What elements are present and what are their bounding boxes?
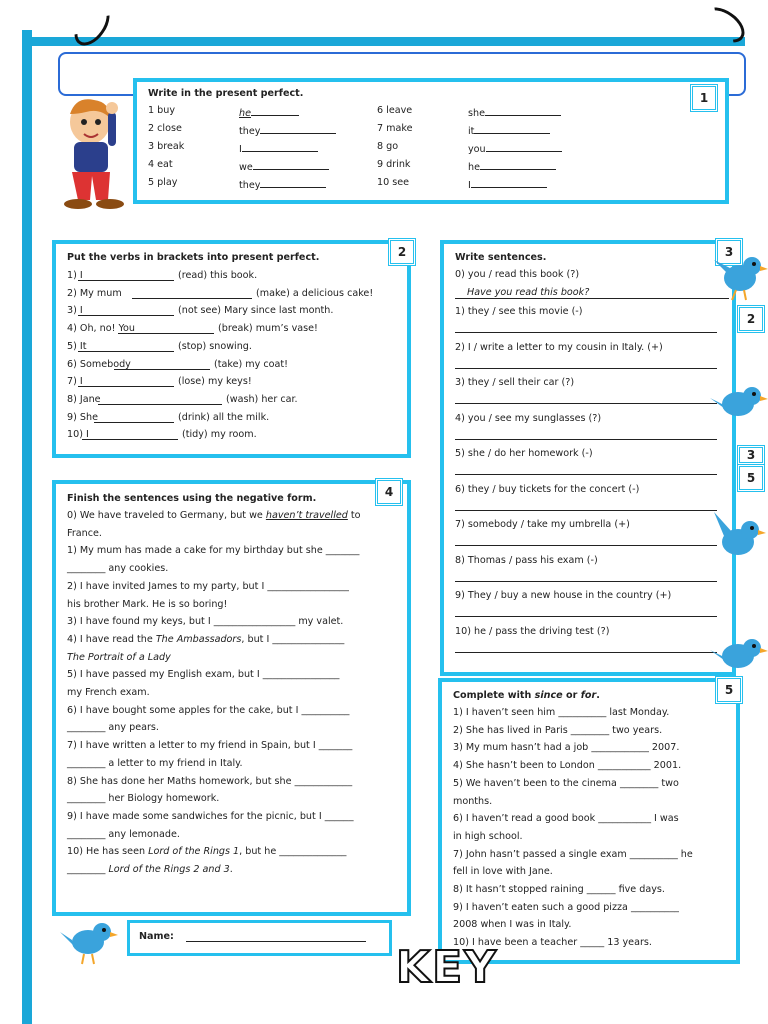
exercise-2-verb: (tidy) my room. <box>182 429 257 441</box>
exercise-3-number: 3 <box>715 238 743 266</box>
exercise-2-prompt: 9) She <box>67 411 98 423</box>
subject-item: you <box>468 141 562 155</box>
name-box <box>127 920 392 956</box>
exercise-3-box <box>440 240 736 676</box>
side-number-2: 2 <box>737 305 765 333</box>
exercise-2-verb: (wash) her car. <box>226 393 298 405</box>
exercise-3-prompt: 8) Thomas / pass his exam (-) <box>455 554 598 566</box>
bird-icon <box>710 374 768 428</box>
answer-blank[interactable] <box>474 123 550 134</box>
verb-item: 1 buy <box>148 105 176 116</box>
exercise-4-line: France. <box>67 527 102 539</box>
exercise-3-prompt: 2) I / write a letter to my cousin in Italy. (+) <box>455 341 663 353</box>
boy-illustration <box>56 92 134 214</box>
exercise-5-line: 5) We haven’t been to the cinema ________ two <box>453 777 679 789</box>
subject-item: she <box>468 105 561 119</box>
exercise-2-verb: (take) my coat! <box>214 358 288 370</box>
exercise-4-line: ________ any lemonade. <box>67 828 180 840</box>
exercise-3-example: 0) you / read this book (?) <box>455 269 580 280</box>
exercise-4-line: 9) I have made some sandwiches for the picnic, but I ______ <box>67 810 354 822</box>
verb-item: 6 leave <box>377 105 413 116</box>
exercise-2-prompt: 1) I <box>67 270 83 281</box>
exercise-3-example-answer: Have you read this book? <box>455 287 729 299</box>
exercise-4-line: 6) I have bought some apples for the cake, but I __________ <box>67 704 350 716</box>
subject-item: I <box>239 141 318 155</box>
exercise-4-line: his brother Mark. He is so boring! <box>67 598 228 610</box>
answer-blank[interactable] <box>94 422 174 423</box>
verb-item: 3 break <box>148 141 185 152</box>
exercise-2-prompt: 3) I <box>67 305 83 317</box>
answer-blank[interactable] <box>98 404 222 405</box>
verb-item: 8 go <box>377 141 399 152</box>
verb-item: 2 close <box>148 123 182 134</box>
answer-blank[interactable] <box>260 177 326 188</box>
exercise-2-prompt: 10) I <box>67 429 89 441</box>
answer-blank[interactable] <box>480 159 556 170</box>
exercise-4-line: my French exam. <box>67 687 150 698</box>
exercise-3-prompt: 3) they / sell their car (?) <box>455 377 575 388</box>
answer-line[interactable] <box>455 616 717 617</box>
exercise-5-line: in high school. <box>453 830 523 842</box>
exercise-2-prompt: 7) I <box>67 376 83 388</box>
verb-item: 7 make <box>377 123 413 134</box>
exercise-5-line: 6) I haven’t read a good book ___________ I was <box>453 813 679 825</box>
exercise-4-line: ________ any cookies. <box>67 563 169 575</box>
answer-blank[interactable] <box>78 315 174 316</box>
exercise-4-instruction: Finish the sentences using the negative form. <box>67 493 317 504</box>
exercise-5-instruction: Complete with since or for. <box>453 690 600 701</box>
exercise-3-prompt: 7) somebody / take my umbrella (+) <box>455 519 630 530</box>
exercise-5-line: 7) John hasn’t passed a single exam __________ he <box>453 848 693 860</box>
answer-line[interactable] <box>455 368 717 369</box>
exercise-2-verb: (not see) Mary since last month. <box>178 305 334 317</box>
exercise-4-line: 10) He has seen Lord of the Rings 1, but he ______________ <box>67 846 347 858</box>
left-binder-bar <box>22 30 32 1024</box>
exercise-2-verb: (read) this book. <box>178 270 258 281</box>
exercise-3-prompt: 6) they / buy tickets for the concert (-) <box>455 483 640 495</box>
top-binder-bar <box>22 37 745 46</box>
answer-line[interactable] <box>455 439 717 440</box>
answer-blank[interactable] <box>471 177 547 188</box>
exercise-2-instruction: Put the verbs in brackets into present perfect. <box>67 252 320 263</box>
answer-line[interactable] <box>455 403 717 404</box>
exercise-5-line: 10) I have been a teacher _____ 13 years. <box>453 937 652 949</box>
exercise-4-line: 2) I have invited James to my party, but I _________________ <box>67 580 349 592</box>
verb-item: 4 eat <box>148 159 173 170</box>
exercise-5-line: months. <box>453 795 493 807</box>
answer-blank[interactable] <box>78 386 174 387</box>
answer-blank[interactable] <box>253 159 329 170</box>
exercise-5-box <box>438 678 740 964</box>
answer-line[interactable] <box>455 510 717 511</box>
exercise-4-line: 3) I have found my keys, but I _________________ my valet. <box>67 616 344 628</box>
exercise-4-line: ________ her Biology homework. <box>67 793 220 805</box>
answer-line[interactable] <box>455 332 717 333</box>
exercise-3-prompt: 1) they / see this movie (-) <box>455 306 583 317</box>
exercise-1-instruction: Write in the present perfect. <box>148 88 304 99</box>
answer-blank[interactable] <box>118 333 214 334</box>
exercise-5-line: 2008 when I was in Italy. <box>453 919 572 931</box>
exercise-5-line: 1) I haven’t seen him __________ last Monday. <box>453 707 670 718</box>
exercise-3-prompt: 4) you / see my sunglasses (?) <box>455 412 602 424</box>
exercise-5-line: fell in love with Jane. <box>453 866 553 878</box>
subject-item: they <box>239 123 336 137</box>
answer-blank[interactable] <box>82 439 178 440</box>
verb-item: 9 drink <box>377 159 411 170</box>
answer-blank[interactable] <box>260 123 336 134</box>
side-number-3: 3 <box>737 445 765 465</box>
exercise-4-line: 5) I have passed my English exam, but I ________________ <box>67 669 340 681</box>
subject-item: we <box>239 159 329 173</box>
exercise-2-prompt: 4) Oh, no! You <box>67 323 136 335</box>
answer-blank[interactable] <box>132 298 252 299</box>
exercise-4-line: 0) We have traveled to Germany, but we haven’t travelled to <box>67 510 361 521</box>
exercise-2-box <box>52 240 411 458</box>
exercise-2-prompt: 6) Somebody <box>67 358 131 370</box>
bird-icon <box>58 910 120 966</box>
bird-icon <box>712 246 768 302</box>
exercise-2-verb: (break) mum’s vase! <box>218 323 318 335</box>
answer-blank[interactable] <box>251 105 299 116</box>
exercise-4-line: 7) I have written a letter to my friend in Spain, but I _______ <box>67 740 353 752</box>
exercise-3-prompt: 10) he / pass the driving test (?) <box>455 625 610 637</box>
exercise-4-line: The Portrait of a Lady <box>67 651 171 663</box>
answer-line[interactable] <box>455 581 717 582</box>
exercise-2-prompt: 8) Jane <box>67 393 101 405</box>
exercise-4-line: 4) I have read the The Ambassadors, but I _______________ <box>67 633 345 645</box>
answer-blank[interactable] <box>486 141 562 152</box>
exercise-4-line: ________ Lord of the Rings 2 and 3. <box>67 864 233 875</box>
answer-line[interactable] <box>455 545 717 546</box>
subject-item: they <box>239 177 326 191</box>
exercise-3-prompt: 5) she / do her homework (-) <box>455 448 593 459</box>
exercise-4-box <box>52 480 411 916</box>
answer-blank[interactable] <box>485 105 561 116</box>
name-label: Name: <box>139 931 174 942</box>
subject-item: I <box>468 177 547 191</box>
exercise-1-number: 1 <box>690 84 718 112</box>
exercise-2-verb: (drink) all the milk. <box>178 411 270 423</box>
exercise-3-instruction: Write sentences. <box>455 252 547 263</box>
exercise-4-line: ________ any pears. <box>67 722 159 734</box>
answer-blank[interactable] <box>114 369 210 370</box>
verb-item: 10 see <box>377 177 410 188</box>
exercise-5-line: 9) I haven’t eaten such a good pizza __________ <box>453 901 679 913</box>
exercise-5-line: 8) It hasn’t stopped raining ______ five days. <box>453 884 665 895</box>
side-number-5: 5 <box>737 464 765 492</box>
exercise-4-number: 4 <box>375 478 403 506</box>
bird-icon <box>708 508 768 568</box>
answer-blank[interactable] <box>78 351 174 352</box>
subject-item: he <box>468 159 556 173</box>
key-label: KEY <box>396 942 499 993</box>
exercise-5-line: 2) She has lived in Paris ________ two years. <box>453 724 663 736</box>
exercise-2-verb: (lose) my keys! <box>178 376 252 388</box>
exercise-2-prompt: 5) It <box>67 340 87 352</box>
exercise-4-line: 1) My mum has made a cake for my birthday but she _______ <box>67 545 360 557</box>
exercise-2-verb: (make) a delicious cake! <box>256 287 374 299</box>
exercise-2-number: 2 <box>388 238 416 266</box>
exercise-4-line: ________ a letter to my friend in Italy. <box>67 757 243 769</box>
subject-item: it <box>468 123 550 137</box>
exercise-5-line: 3) My mum hasn’t had a job ____________ 2007. <box>453 742 680 754</box>
answer-blank[interactable] <box>78 280 174 281</box>
verb-item: 5 play <box>148 177 178 188</box>
name-input-line[interactable] <box>186 941 366 942</box>
exercise-2-prompt: 2) My mum <box>67 287 122 299</box>
exercise-4-line: 8) She has done her Maths homework, but she ____________ <box>67 775 353 787</box>
answer-blank[interactable] <box>242 141 318 152</box>
exercise-5-number: 5 <box>715 676 743 704</box>
subject-item: he <box>239 105 299 119</box>
answer-line[interactable] <box>455 652 717 653</box>
bird-icon <box>710 626 768 678</box>
answer-line[interactable] <box>455 474 717 475</box>
exercise-2-verb: (stop) snowing. <box>178 340 252 352</box>
exercise-5-line: 4) She hasn’t been to London ___________ 2001. <box>453 760 682 772</box>
exercise-1-box <box>133 78 729 204</box>
exercise-3-prompt: 9) They / buy a new house in the country (+) <box>455 590 672 601</box>
